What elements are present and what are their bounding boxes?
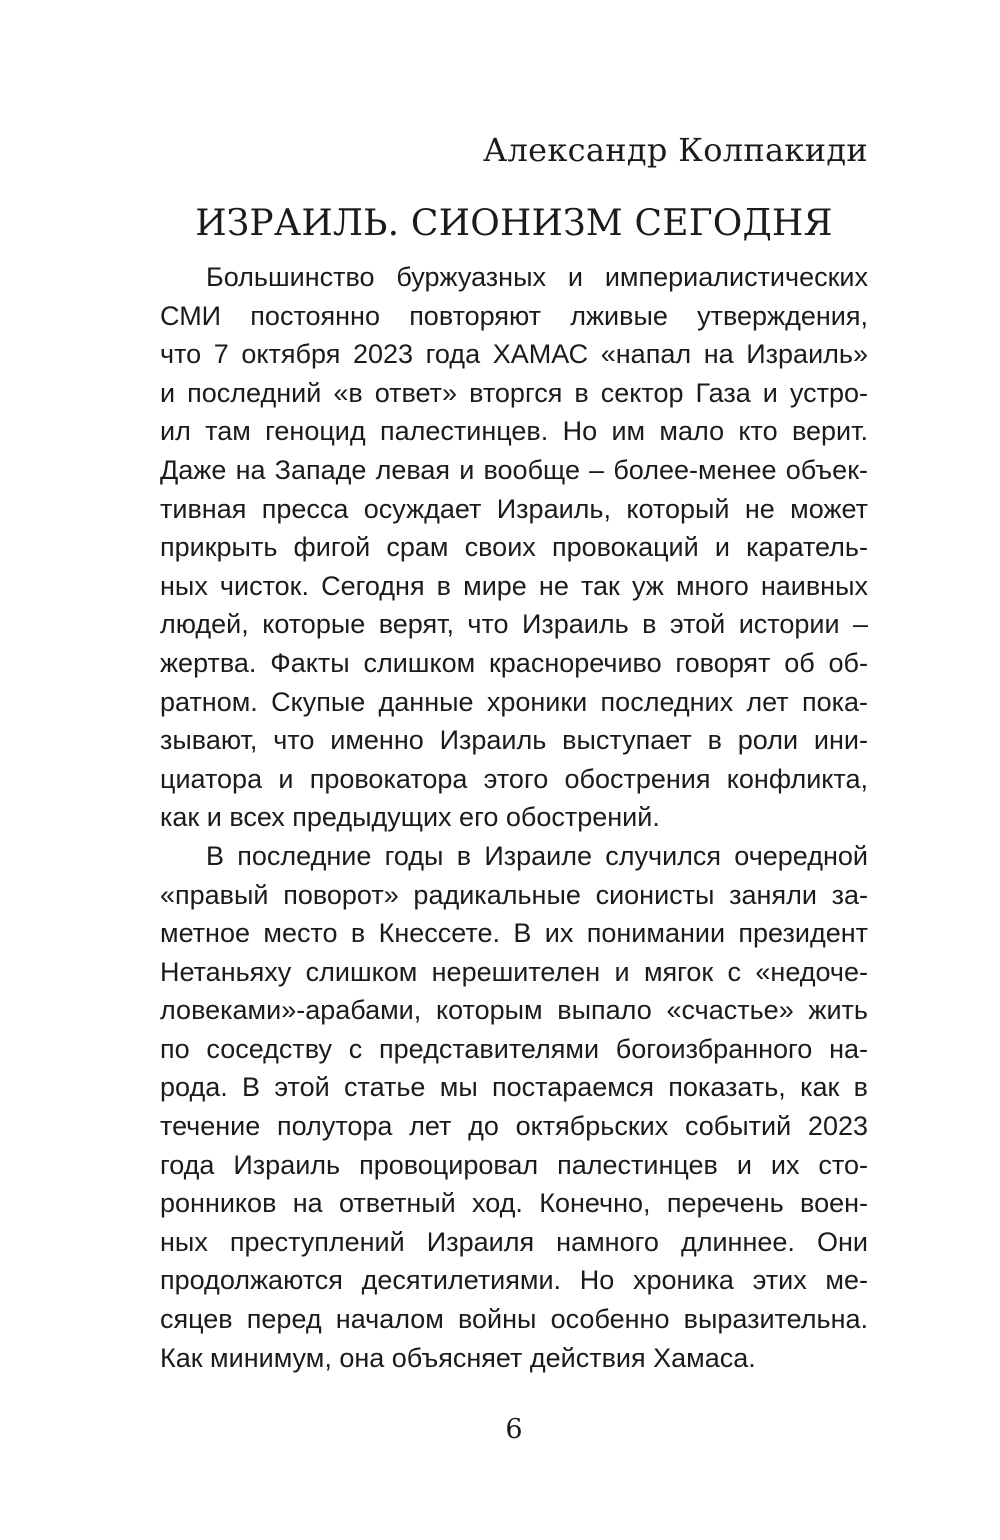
text-line: людей, которые верят, что Израиль в этой истории –	[160, 609, 868, 640]
text-line: как и всех предыдущих его обострений.	[160, 802, 660, 833]
text-line: Нетаньяху слишком нерешителен и мягок с «недоче-	[160, 956, 868, 987]
text-line: Большинство буржуазных и империалистических	[206, 262, 868, 292]
paragraph-2	[160, 837, 868, 1377]
text-line: течение полутора лет до октябрьских событий 2023	[160, 1111, 868, 1142]
text-line: рода. В этой статье мы постараемся показать, как в	[160, 1072, 868, 1103]
text-line: прикрыть фигой срам своих провокаций и каратель-	[160, 532, 868, 563]
text-line: ных чисток. Сегодня в мире не так уж много наивных	[160, 570, 868, 601]
text-line: ловеками»-арабами, которым выпало «счастье» жить	[160, 995, 868, 1026]
text-line: продолжаются десятилетиями. Но хроника этих ме-	[160, 1265, 868, 1296]
paragraph-1	[160, 258, 868, 837]
text-line: ных преступлений Израиля намного длиннее. Они	[160, 1226, 868, 1257]
text-line: «правый поворот» радикальные сионисты заняли за-	[160, 879, 868, 910]
text-line: циатора и провокатора этого обострения конфликта,	[160, 763, 868, 794]
book-page	[160, 118, 868, 1478]
text-line: тивная пресса осуждает Израиль, который не может	[160, 493, 868, 524]
text-line: жертва. Факты слишком красноречиво говорят об об-	[160, 647, 868, 678]
text-line: и последний «в ответ» вторгся в сектор Газа и устро-	[160, 377, 868, 408]
text-line: зывают, что именно Израиль выступает в роли ини-	[160, 725, 868, 756]
page-number: 6	[505, 1414, 523, 1445]
text-line: года Израиль провоцировал палестинцев и их сто-	[160, 1149, 868, 1180]
text-line: В последние годы в Израиле случился очередной	[206, 840, 868, 871]
article-body	[160, 258, 868, 1377]
text-line: сяцев перед началом войны особенно выразительна.	[160, 1304, 868, 1335]
text-line: ратном. Скупые данные хроники последних лет пока-	[160, 686, 868, 717]
text-line: Как минимум, она объясняет действия Хамаса.	[160, 1342, 756, 1373]
text-line: по соседству с представителями богоизбранного на-	[160, 1033, 868, 1064]
text-line: ронников на ответный ход. Конечно, перечень воен-	[160, 1188, 868, 1219]
text-line: что 7 октября 2023 года ХАМАС «напал на Израиль»	[160, 339, 868, 370]
chapter-title: ИЗРАИЛЬ. СИОНИЗМ СЕГОДНЯ	[195, 203, 833, 244]
text-line: СМИ постоянно повторяют лживые утверждения,	[160, 300, 868, 331]
author-name: Александр Колпакиди	[482, 131, 868, 169]
text-line: Даже на Западе левая и вообще – более-менее объек-	[160, 454, 868, 485]
text-line: метное место в Кнессете. В их понимании президент	[160, 918, 868, 949]
text-line: ил там геноцид палестинцев. Но им мало кто верит.	[160, 416, 868, 447]
